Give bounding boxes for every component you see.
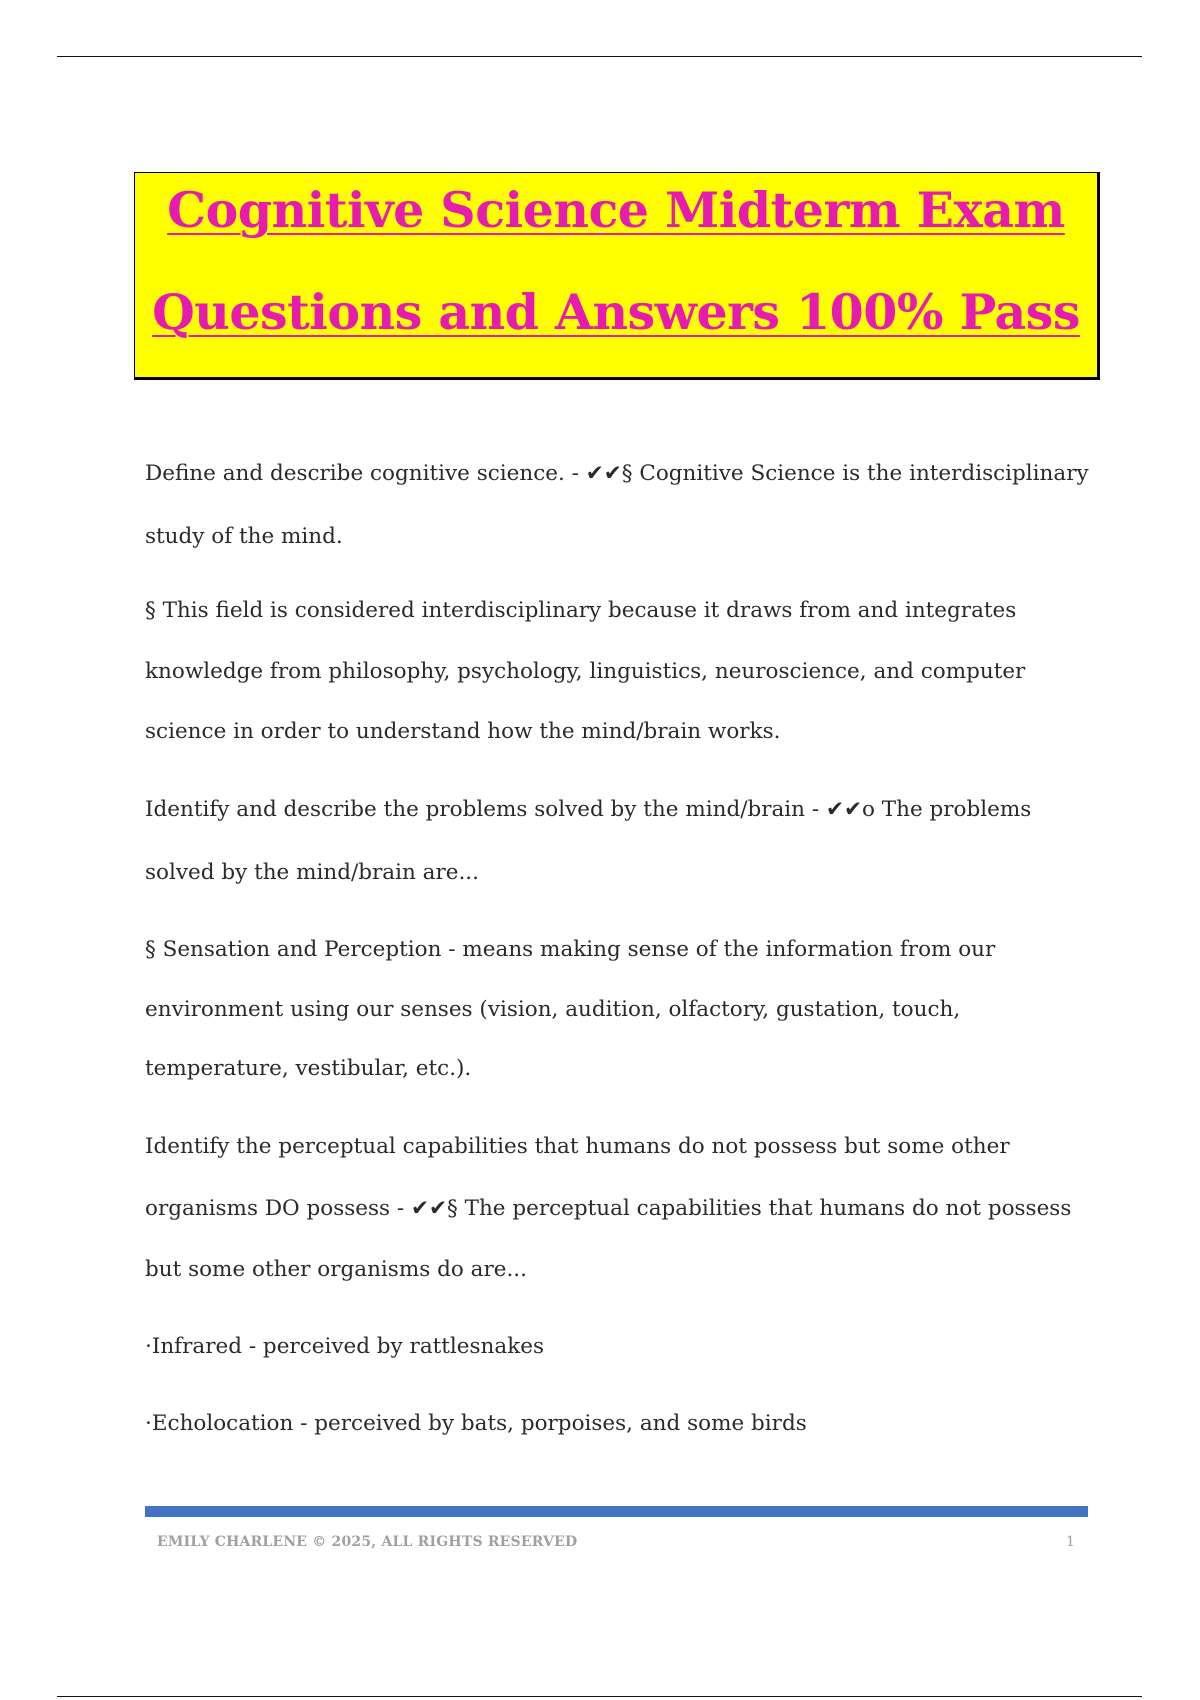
body-line: study of the mind.	[145, 524, 343, 549]
body-line: but some other organisms do are...	[145, 1257, 527, 1282]
footer-divider	[145, 1506, 1088, 1517]
bottom-rule	[57, 1696, 1142, 1697]
top-rule	[57, 56, 1142, 57]
body-line: temperature, vestibular, etc.).	[145, 1056, 472, 1081]
body-line: organisms DO possess - ✔✔§ The perceptual capabilities that humans do not possess	[145, 1196, 1072, 1221]
title-banner	[134, 172, 1100, 380]
body-line: environment using our senses (vision, audition, olfactory, gustation, touch,	[145, 997, 961, 1022]
body-line: § This field is considered interdisciplinary because it draws from and integrates	[145, 598, 1017, 623]
body-line: science in order to understand how the mind/brain works.	[145, 719, 781, 744]
bullet-item: ·Infrared - perceived by rattlesnakes	[145, 1334, 544, 1359]
body-line: Identify the perceptual capabilities that humans do not possess but some other	[145, 1134, 1010, 1159]
body-line: Define and describe cognitive science. - ✔✔§ Cognitive Science is the interdisciplinary	[145, 461, 1089, 486]
body-line: Identify and describe the problems solved by the mind/brain - ✔✔o The problems	[145, 797, 1032, 822]
title-line-2: Questions and Answers 100% Pass	[152, 283, 1080, 341]
page-number: 1	[1066, 1534, 1075, 1550]
body-line: knowledge from philosophy, psychology, linguistics, neuroscience, and computer	[145, 659, 1026, 684]
title-line-1: Cognitive Science Midterm Exam	[167, 181, 1065, 239]
body-line: § Sensation and Perception - means making sense of the information from our	[145, 937, 996, 962]
body-line: solved by the mind/brain are...	[145, 860, 479, 885]
footer-copyright: EMILY CHARLENE © 2025, ALL RIGHTS RESERVED	[157, 1534, 578, 1550]
bullet-item: ·Echolocation - perceived by bats, porpoises, and some birds	[145, 1411, 807, 1436]
